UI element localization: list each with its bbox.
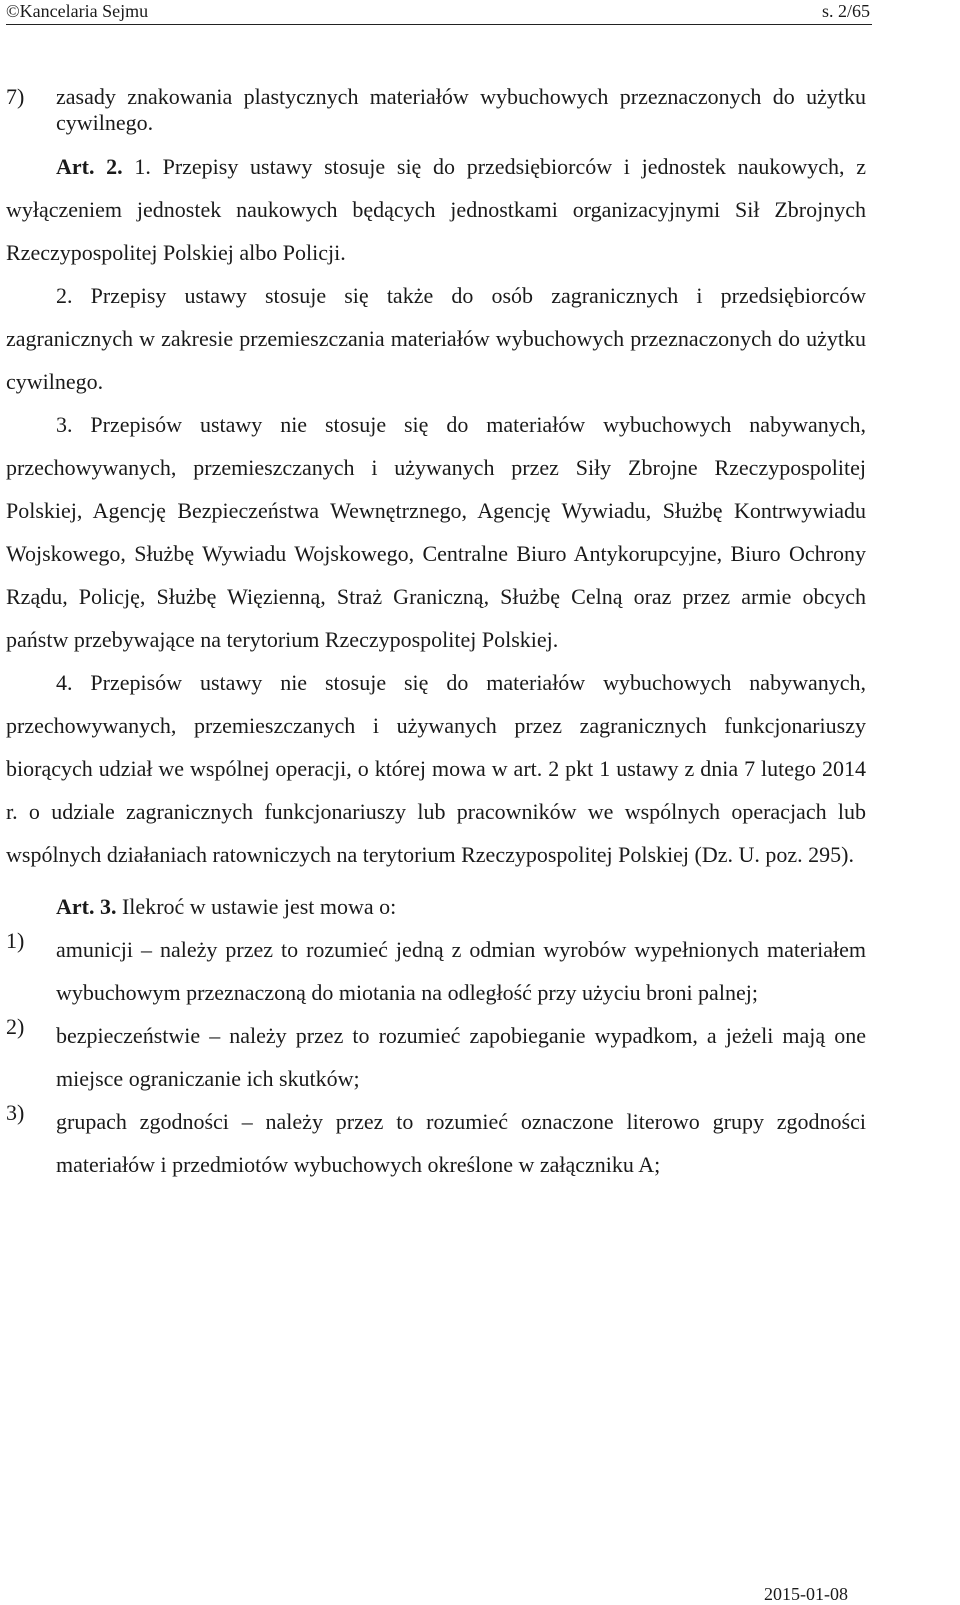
header-divider xyxy=(6,24,872,25)
article-2-paragraph-2: 2. Przepisy ustawy stosuje się także do osób zagranicznych i przedsiębiorców zagranicznych w zakresie przemieszczania materiałów wybuchowych przeznaczonych do użytku cywilnego. xyxy=(6,283,866,394)
article-3-label: Art. 3. xyxy=(56,894,117,919)
list-item-number: 7) xyxy=(6,84,25,109)
page-header xyxy=(0,0,960,24)
article-2-p1-text: 1. Przepisy ustawy stosuje się do przedsiębiorców i jednostek naukowych, z wyłączeniem jednostek naukowych będących jednostkami organizacyjnymi Sił Zbrojnych Rzeczypospolitej Polskiej albo Policji. xyxy=(6,154,867,265)
list-item-text: grupach zgodności – należy przez to rozumieć oznaczone literowo grupy zgodności materiałów i przedmiotów wybuchowych określone w załączniku A; xyxy=(56,1109,866,1177)
list-item xyxy=(6,928,866,1014)
list-item xyxy=(6,1100,866,1186)
article-2-paragraph-4: 4. Przepisów ustawy nie stosuje się do materiałów wybuchowych nabywanych, przechowywanych, przemieszczanych i używanych przez zagranicznych funkcjonariuszy biorących udział we wspólnej operacji, o której mowa w art. 2 pkt 1 ustawy z dnia 7 lutego 2014 r. o udziale zagranicznych funkcjonariuszy lub pracowników we wspólnych operacjach lub wspólnych działaniach ratowniczych na terytorium Rzeczypospolitej Polskiej (Dz. U. poz. 295). xyxy=(6,670,866,867)
list-item-text: zasady znakowania plastycznych materiałów wybuchowych przeznaczonych do użytku cywilnego. xyxy=(56,84,866,135)
list-item-text: bezpieczeństwie – należy przez to rozumieć zapobieganie wypadkom, a jeżeli mają one miejsce ograniczanie ich skutków; xyxy=(56,1023,866,1091)
document-body xyxy=(6,84,866,1186)
list-item-number: 1) xyxy=(6,928,25,953)
list-item-number: 3) xyxy=(6,1100,25,1125)
footer-date: 2015-01-08 xyxy=(764,1584,848,1604)
article-3-intro xyxy=(6,885,866,928)
article-2-paragraph-3: 3. Przepisów ustawy nie stosuje się do materiałów wybuchowych nabywanych, przechowywanych, przemieszczanych i używanych przez Siły Zbrojne Rzeczypospolitej Polskiej, Agencję Bezpieczeństwa Wewnętrznego, Agencję Wywiadu, Służbę Kontrwywiadu Wojskowego, Służbę Wywiadu Wojskowego, Centralne Biuro Antykorupcyjne, Biuro Ochrony Rządu, Policję, Służbę Więzienną, Straż Graniczną, Służbę Celną oraz przez armie obcych państw przebywające na terytorium Rzeczypospolitej Polskiej. xyxy=(6,412,866,652)
article-3-intro-text: Ilekroć w ustawie jest mowa o: xyxy=(116,894,397,919)
list-item-text: amunicji – należy przez to rozumieć jedną z odmian wyrobów wypełnionych materiałem wybuchowym przeznaczoną do miotania na odległość przy użyciu broni palnej; xyxy=(56,937,866,1005)
article-2-label: Art. 2. xyxy=(56,154,123,179)
page-number: s. 2/65 xyxy=(821,1,870,21)
list-item-number: 2) xyxy=(6,1014,25,1039)
list-item xyxy=(6,1014,866,1100)
header-copyright: ©Kancelaria Sejmu xyxy=(6,1,149,21)
list-item xyxy=(6,84,866,136)
article-2-paragraph-1 xyxy=(6,145,866,274)
